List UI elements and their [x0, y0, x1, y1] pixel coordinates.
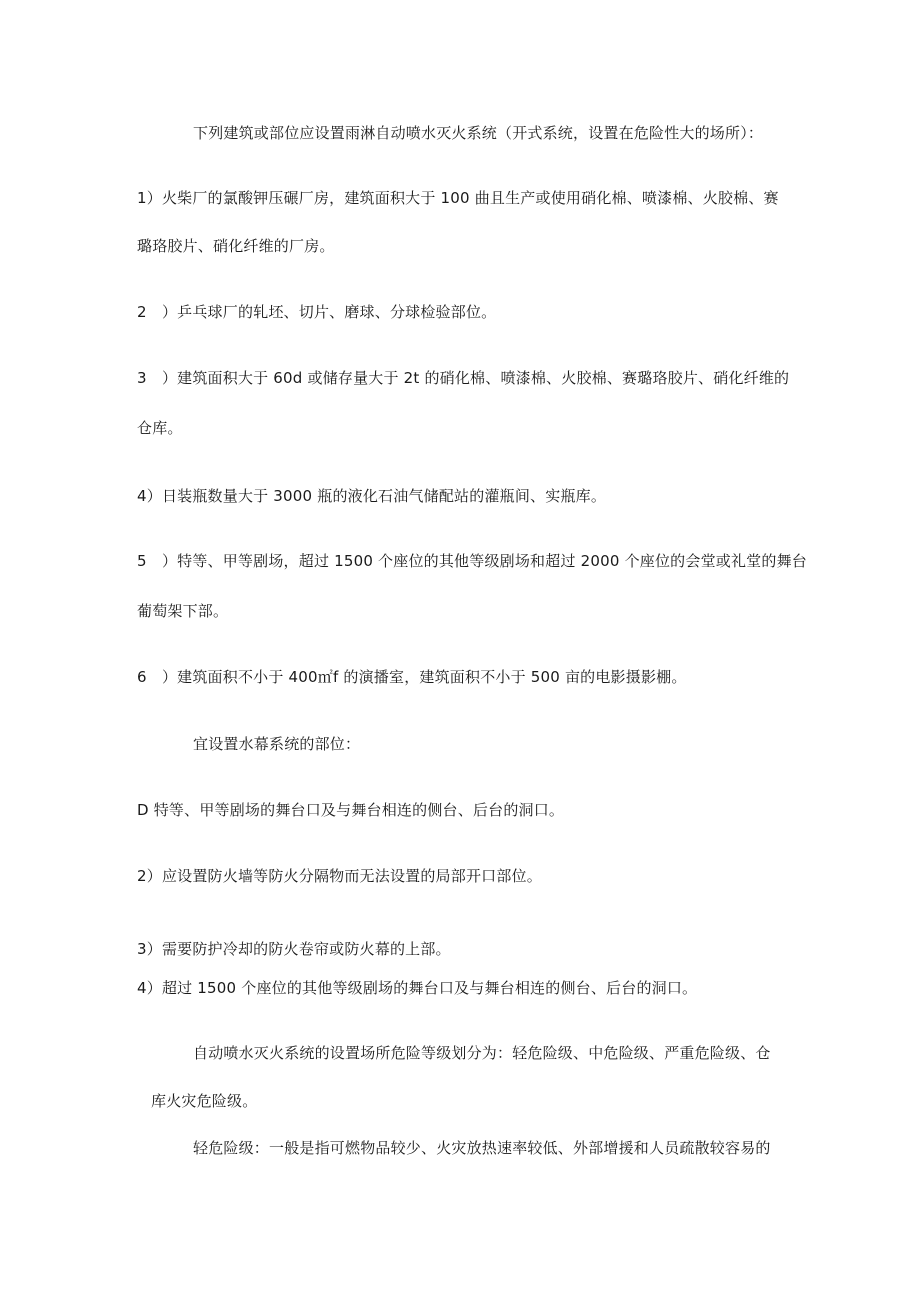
section2-item1: D 特等、甲等剧场的舞台口及与舞台相连的侧台、后台的洞口。 [137, 801, 565, 819]
section1-item3-line2: 仓库。 [137, 419, 183, 437]
section1-item3-line1: 3 ）建筑面积大于 60d 或储存量大于 2t 的硝化棉、喷漆棉、火胶棉、赛璐珞胶片、硝化纤维的 [137, 369, 790, 387]
section3-para2-line1: 轻危险级：一般是指可燃物品较少、火灾放热速率较低、外部增援和人员疏散较容易的 [193, 1139, 771, 1157]
section1-item4: 4）日装瓶数量大于 3000 瓶的液化石油气储配站的灌瓶间、实瓶库。 [137, 487, 607, 505]
section1-item2: 2 ）乒乓球厂的轧坯、切片、磨球、分球检验部位。 [137, 303, 497, 321]
section1-item1-line2: 璐珞胶片、硝化纤维的厂房。 [137, 237, 335, 255]
section2-item3: 3）需要防护冷却的防火卷帘或防火幕的上部。 [137, 940, 451, 958]
section1-heading: 下列建筑或部位应设置雨淋自动喷水灭火系统（开式系统，设置在危险性大的场所）： [193, 124, 764, 142]
section3-para1-line2: 库火灾危险级。 [151, 1092, 258, 1110]
section1-item5-line2: 葡萄架下部。 [137, 602, 229, 620]
section1-item6: 6 ）建筑面积不小于 400㎡f 的演播室，建筑面积不小于 500 亩的电影摄影棚。 [137, 668, 687, 686]
section2-heading: 宜设置水幕系统的部位： [193, 735, 361, 753]
section2-item4: 4）超过 1500 个座位的其他等级剧场的舞台口及与舞台相连的侧台、后台的洞口。 [137, 979, 698, 997]
section1-item1-line1: 1）火柴厂的氯酸钾压碾厂房，建筑面积大于 100 曲且生产或使用硝化棉、喷漆棉、火胶棉、赛 [137, 189, 779, 207]
section1-item5-line1: 5 ）特等、甲等剧场，超过 1500 个座位的其他等级剧场和超过 2000 个座位的会堂或礼堂的舞台 [137, 552, 807, 570]
section2-item2: 2）应设置防火墙等防火分隔物而无法设置的局部开口部位。 [137, 867, 542, 885]
section3-para1-line1: 自动喷水灭火系统的设置场所危险等级划分为：轻危险级、中危险级、严重危险级、仓 [193, 1044, 771, 1062]
